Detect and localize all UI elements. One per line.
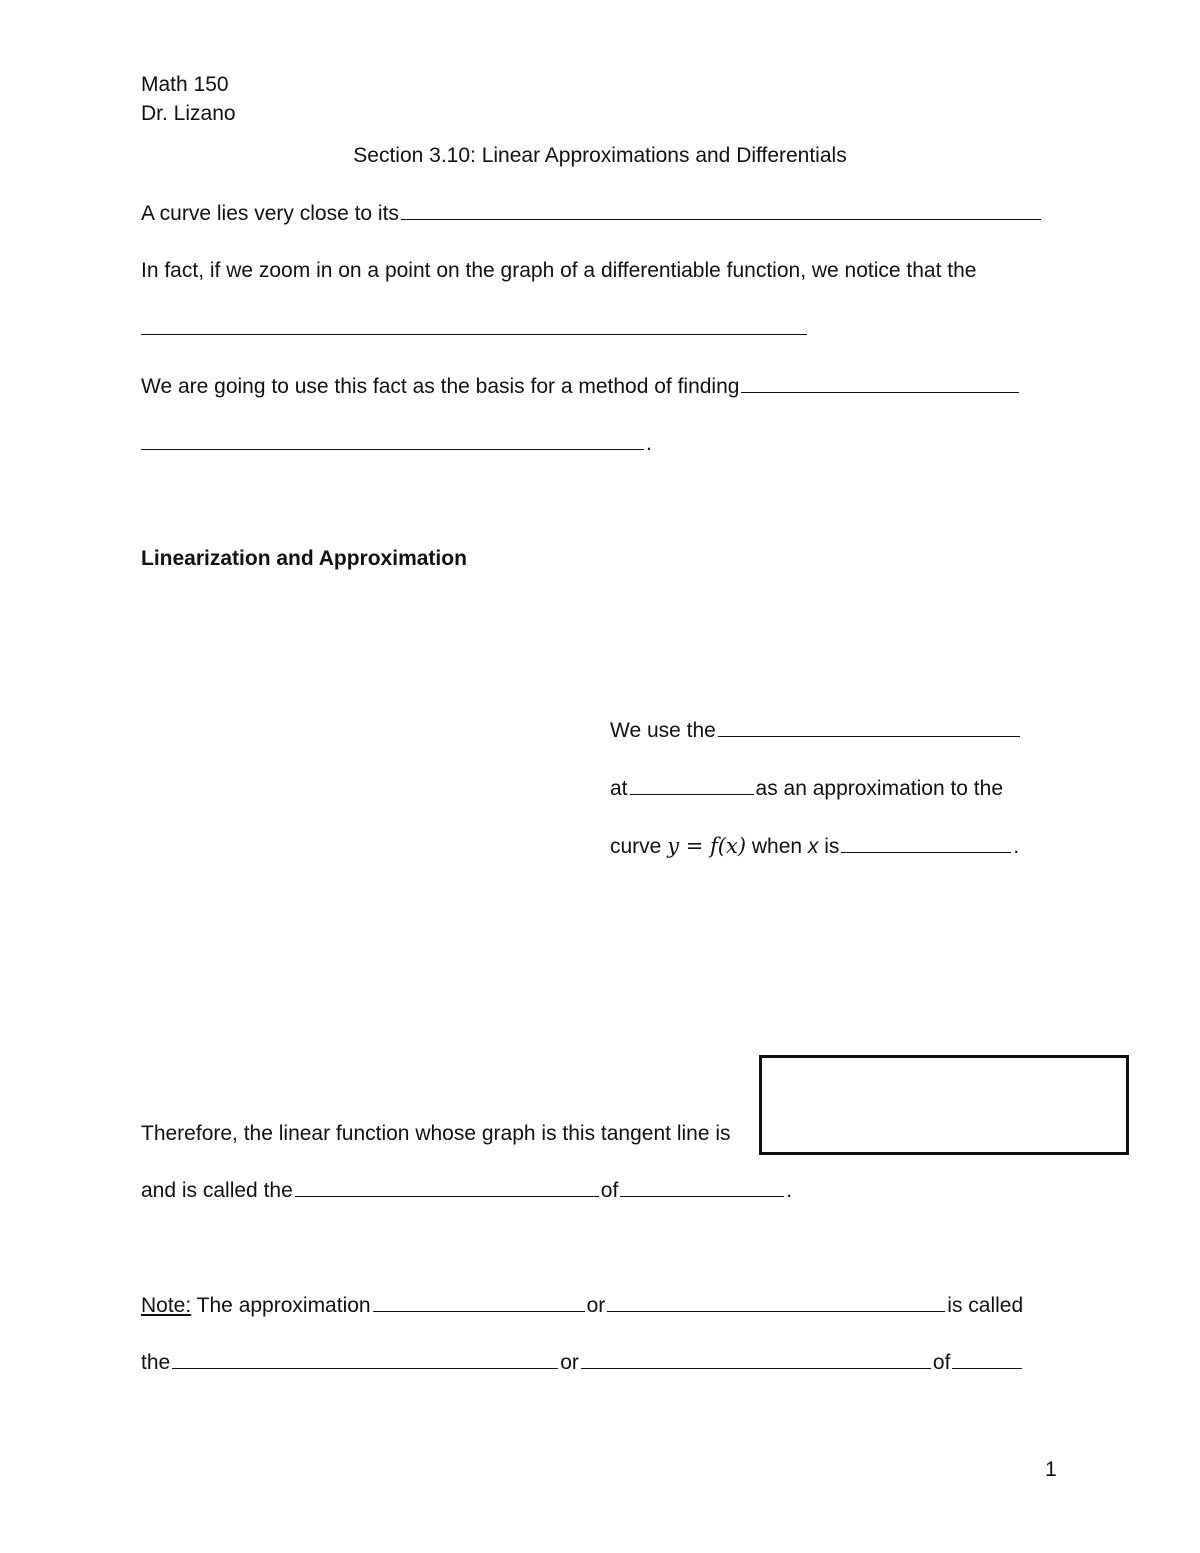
line-3-text: We are going to use this fact as the basis for a method of finding <box>141 375 740 398</box>
right-line-3-c: is <box>824 835 840 858</box>
right-line-3-period: . <box>1013 835 1020 858</box>
blank-8[interactable] <box>295 1178 599 1197</box>
instructor-name: Dr. Lizano <box>141 102 236 125</box>
right-line-3 <box>610 833 1019 860</box>
page-title: Section 3.10: Linear Approximations and Differentials <box>353 144 847 167</box>
blank-12[interactable] <box>172 1350 558 1369</box>
right-line-1 <box>610 718 1022 744</box>
blank-11[interactable] <box>607 1293 945 1312</box>
blank-5[interactable] <box>718 718 1020 737</box>
note-label: Note: <box>141 1294 192 1317</box>
right-line-3-a: curve <box>610 835 662 858</box>
therefore-line-2-b: of <box>600 1179 619 1202</box>
line-2-text: In fact, if we zoom in on a point on the graph of a differentiable function, we notice that the <box>141 259 977 282</box>
right-line-2 <box>610 776 1003 802</box>
blank-9[interactable] <box>620 1178 784 1197</box>
line-4-period: . <box>646 432 652 455</box>
fill-line-2 <box>141 316 809 342</box>
linearization-answer-box[interactable] <box>759 1055 1129 1155</box>
blank-7[interactable] <box>841 834 1011 853</box>
blank-13[interactable] <box>581 1350 931 1369</box>
section-heading: Linearization and Approximation <box>141 547 467 570</box>
page-number: 1 <box>1045 1458 1057 1481</box>
fill-line-3 <box>141 374 1021 400</box>
note-line-2 <box>141 1350 1024 1376</box>
blank-1[interactable] <box>401 201 1041 220</box>
right-line-2-b: as an approximation to the <box>755 777 1004 800</box>
note-line-1-b: or <box>586 1294 606 1317</box>
therefore-line-2 <box>141 1178 792 1204</box>
math-y-equals-f-of-x: y = f(x) <box>667 834 747 858</box>
course-name: Math 150 <box>141 73 229 96</box>
therefore-line-2-period: . <box>786 1179 793 1202</box>
right-line-1-text: We use the <box>610 719 716 742</box>
right-line-2-a: at <box>610 777 628 800</box>
note-line-2-b: or <box>560 1351 579 1374</box>
fill-line-4 <box>141 431 652 457</box>
note-line-1 <box>141 1293 1023 1319</box>
blank-6[interactable] <box>630 776 754 795</box>
therefore-line-1: Therefore, the linear function whose graph is this tangent line is <box>141 1122 731 1145</box>
fill-line-1 <box>141 201 1043 227</box>
note-line-2-c: of <box>932 1351 951 1374</box>
therefore-line-2-a: and is called the <box>141 1179 293 1202</box>
line-1-text: A curve lies very close to its <box>141 202 399 225</box>
blank-3[interactable] <box>741 374 1019 393</box>
note-line-1-a: The approximation <box>196 1294 371 1317</box>
right-line-3-b: when <box>751 835 803 858</box>
math-x: x <box>807 835 819 858</box>
blank-14[interactable] <box>952 1350 1022 1369</box>
note-line-1-c: is called <box>947 1294 1024 1317</box>
blank-10[interactable] <box>373 1293 585 1312</box>
blank-2[interactable] <box>141 316 807 335</box>
blank-4[interactable] <box>141 431 644 450</box>
note-line-2-a: the <box>141 1351 171 1374</box>
